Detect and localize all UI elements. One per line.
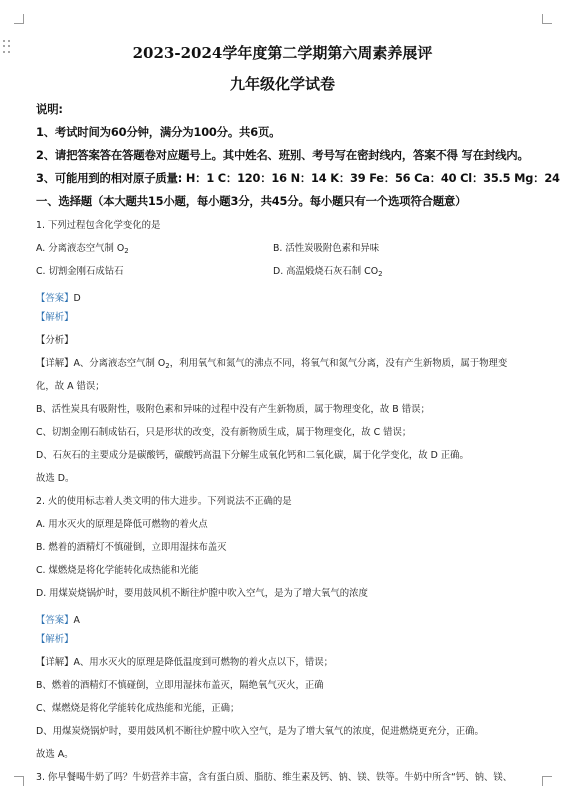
section-heading: 一、选择题（本大题共15小题，每小题3分，共45分。每小题只有一个选项符合题意） xyxy=(36,194,467,208)
q1-fenxi: 【分析】 xyxy=(36,335,74,346)
q2-conclusion: 故选 A。 xyxy=(36,749,74,760)
q1-option-d: D. 高温煅烧石灰石制 $CO_2$ xyxy=(273,266,383,278)
q2-option-c: C. 煤燃烧是将化学能转化成热能和光能 xyxy=(36,565,199,576)
q1-detail-a: 【详解】A、分离液态空气制 $O_2$，利用氧气和氮气的沸点不同，将氧气和氮气分离，没有产生新物质，属于物理变 xyxy=(36,358,508,370)
q1-detail-a-cont: 化，故 A 错误； xyxy=(36,381,105,392)
crop-mark-bottom-left xyxy=(14,776,24,786)
q1-answer: 【答案】D xyxy=(36,293,81,304)
q2-option-d: D. 用煤炭烧锅炉时，要用鼓风机不断往炉膛中吹入空气，是为了增大氧气的浓度 xyxy=(36,588,368,599)
q2-analysis-tag: 【解析】 xyxy=(36,634,74,645)
note-3: 3、可能用到的相对原子质量: H：1 C：120：16 N：14 K：39 Fe：56 Ca：40 Cl：35.5 Mg：24 xyxy=(36,171,560,185)
q1-option-c: C. 切割金刚石成钻石 xyxy=(36,266,124,277)
note-1: 1、考试时间为60分钟，满分为100分。共6页。 xyxy=(36,125,281,139)
q1-conclusion: 故选 D。 xyxy=(36,473,75,484)
q1-detail-b: B、活性炭具有吸附性，吸附色素和异味的过程中没有产生新物质，属于物理变化，故 B 错误； xyxy=(36,404,430,415)
q2-answer: 【答案】A xyxy=(36,615,80,626)
q1-analysis-tag: 【解析】 xyxy=(36,312,74,323)
exam-subtitle: 九年级化学试卷 xyxy=(229,75,335,93)
q2-detail-c: C、煤燃烧是将化学能转化成热能和光能，正确； xyxy=(36,703,240,714)
question-2-stem: 2. 火的使用标志着人类文明的伟大进步。下列说法不正确的是 xyxy=(36,496,292,507)
q2-option-b: B. 燃着的酒精灯不慎碰倒，立即用湿抹布盖灭 xyxy=(36,542,227,553)
q1-option-b: B. 活性炭吸附色素和异味 xyxy=(273,243,380,254)
crop-mark-bottom-right xyxy=(542,776,552,786)
q2-option-a: A. 用水灭火的原理是降低可燃物的着火点 xyxy=(36,519,208,530)
exam-title: 2023-2024学年度第二学期第六周素养展评 xyxy=(132,44,433,62)
q2-detail-d: D、用煤炭烧锅炉时，要用鼓风机不断往炉膛中吹入空气，是为了增大氧气的浓度，促进燃烧更充分，正确。 xyxy=(36,726,484,737)
q2-detail-a: 【详解】A、用水灭火的原理是降低温度到可燃物的着火点以下，错误； xyxy=(36,657,334,668)
notes-header: 说明: xyxy=(36,102,63,116)
crop-mark-top-left xyxy=(14,14,24,24)
q1-detail-d: D、石灰石的主要成分是碳酸钙，碳酸钙高温下分解生成氧化钙和二氧化碳，属于化学变化，故 D 正确。 xyxy=(36,450,469,461)
question-3-stem: 3. 你早餐喝牛奶了吗？牛奶营养丰富，含有蛋白质、脂肪、维生素及钙、钠、镁、铁等。牛奶中所含“钙、钠、镁、 xyxy=(36,772,513,783)
q1-detail-c: C、切割金刚石制成钻石，只是形状的改变，没有新物质生成，属于物理变化，故 C 错误； xyxy=(36,427,412,438)
note-2: 2、请把答案答在答题卷对应题号上。其中姓名、班别、考号写在密封线内，答案不得 写在封线内。 xyxy=(36,148,529,162)
q2-detail-b: B、燃着的酒精灯不慎碰倒，立即用湿抹布盖灭，隔绝氧气灭火，正确 xyxy=(36,680,324,691)
question-1-stem: 1. 下列过程包含化学变化的是 xyxy=(36,220,161,231)
q1-option-a: A. 分离液态空气制 $O_2$ xyxy=(36,243,129,255)
crop-mark-top-right xyxy=(542,14,552,24)
